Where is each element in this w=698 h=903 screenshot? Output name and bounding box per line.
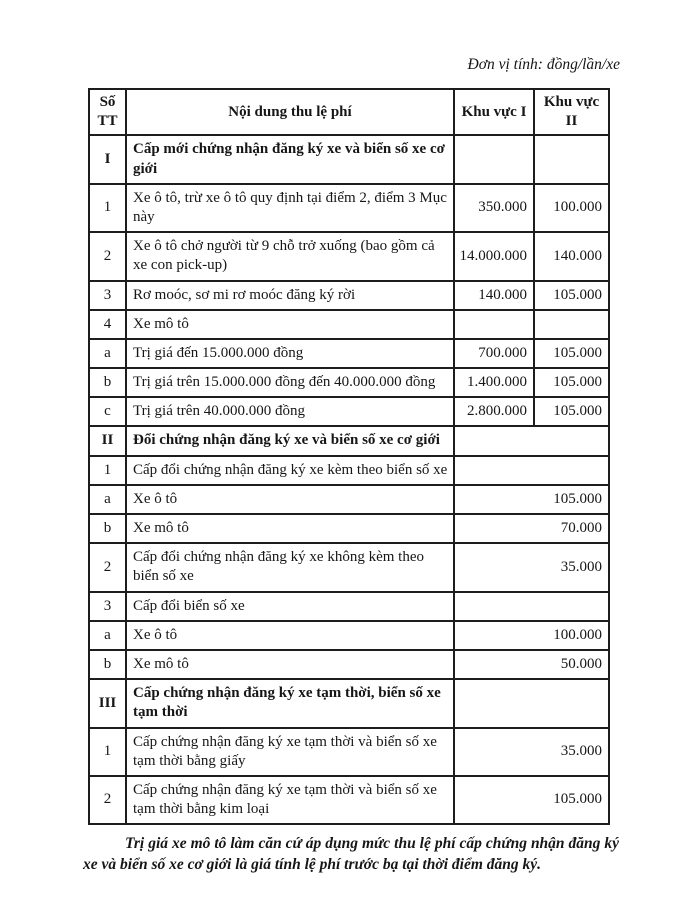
row-fee-cell-merged: 105.000 bbox=[454, 776, 609, 824]
table-row bbox=[89, 232, 609, 280]
row-content-cell: Xe mô tô bbox=[126, 650, 454, 679]
row-content-cell: Cấp đổi biển số xe bbox=[126, 592, 454, 621]
table-row bbox=[89, 456, 609, 485]
row-content-cell: Xe ô tô bbox=[126, 485, 454, 514]
row-content-cell: Xe mô tô bbox=[126, 310, 454, 339]
row-content-cell: Cấp mới chứng nhận đăng ký xe và biển số xe cơ giới bbox=[126, 135, 454, 183]
row-fee-cell-merged: 50.000 bbox=[454, 650, 609, 679]
row-content-cell: Trị giá trên 40.000.000 đồng bbox=[126, 397, 454, 426]
row-fee-cell-zone1: 1.400.000 bbox=[454, 368, 534, 397]
row-number-cell: 1 bbox=[89, 184, 126, 232]
row-content-cell: Rơ moóc, sơ mi rơ moóc đăng ký rời bbox=[126, 281, 454, 310]
row-content-cell: Đổi chứng nhận đăng ký xe và biển số xe cơ giới bbox=[126, 426, 454, 455]
row-fee-cell-merged bbox=[454, 679, 609, 727]
row-fee-cell-zone1 bbox=[454, 310, 534, 339]
table-row bbox=[89, 514, 609, 543]
row-fee-cell-zone1 bbox=[454, 135, 534, 183]
col-header-content: Nội dung thu lệ phí bbox=[126, 89, 454, 135]
row-number-cell: a bbox=[89, 485, 126, 514]
row-content-cell: Xe ô tô bbox=[126, 621, 454, 650]
row-number-cell: 3 bbox=[89, 592, 126, 621]
row-fee-cell-zone2: 140.000 bbox=[534, 232, 609, 280]
row-fee-cell-merged: 35.000 bbox=[454, 728, 609, 776]
table-row bbox=[89, 397, 609, 426]
row-number-cell: 2 bbox=[89, 232, 126, 280]
row-number-cell: c bbox=[89, 397, 126, 426]
table-header-row bbox=[89, 89, 609, 135]
row-fee-cell-zone2: 100.000 bbox=[534, 184, 609, 232]
row-fee-cell-merged bbox=[454, 592, 609, 621]
row-fee-cell-merged bbox=[454, 426, 609, 455]
row-number-cell: b bbox=[89, 650, 126, 679]
fee-table bbox=[88, 88, 610, 825]
table-row bbox=[89, 281, 609, 310]
row-number-cell: b bbox=[89, 368, 126, 397]
row-content-cell: Cấp chứng nhận đăng ký xe tạm thời và biển số xe tạm thời bằng kim loại bbox=[126, 776, 454, 824]
row-content-cell: Xe ô tô chở người từ 9 chỗ trở xuống (bao gồm cả xe con pick-up) bbox=[126, 232, 454, 280]
row-fee-cell-zone1: 14.000.000 bbox=[454, 232, 534, 280]
row-content-cell: Trị giá trên 15.000.000 đồng đến 40.000.000 đồng bbox=[126, 368, 454, 397]
row-number-cell: 2 bbox=[89, 776, 126, 824]
col-header-zone2: Khu vực II bbox=[534, 89, 609, 135]
row-fee-cell-zone2: 105.000 bbox=[534, 281, 609, 310]
row-fee-cell-zone2 bbox=[534, 310, 609, 339]
row-number-cell: 2 bbox=[89, 543, 126, 591]
table-row bbox=[89, 679, 609, 727]
row-number-cell: a bbox=[89, 339, 126, 368]
row-content-cell: Xe mô tô bbox=[126, 514, 454, 543]
footer-note: Trị giá xe mô tô làm căn cứ áp dụng mức thu lệ phí cấp chứng nhận đăng ký xe và biển số xe cơ giới là giá tính lệ phí trước bạ tại thời điểm đăng ký. bbox=[83, 835, 619, 874]
row-fee-cell-zone2 bbox=[534, 135, 609, 183]
table-row bbox=[89, 621, 609, 650]
table-row bbox=[89, 310, 609, 339]
table-row bbox=[89, 650, 609, 679]
row-content-cell: Cấp đổi chứng nhận đăng ký xe kèm theo biển số xe bbox=[126, 456, 454, 485]
row-number-cell: a bbox=[89, 621, 126, 650]
row-content-cell: Cấp chứng nhận đăng ký xe tạm thời và biển số xe tạm thời bằng giấy bbox=[126, 728, 454, 776]
table-body bbox=[89, 135, 609, 824]
table-row bbox=[89, 135, 609, 183]
table-row bbox=[89, 368, 609, 397]
table-row bbox=[89, 184, 609, 232]
row-number-cell: 1 bbox=[89, 456, 126, 485]
row-number-cell: III bbox=[89, 679, 126, 727]
row-content-cell: Xe ô tô, trừ xe ô tô quy định tại điểm 2, điểm 3 Mục này bbox=[126, 184, 454, 232]
row-fee-cell-zone1: 350.000 bbox=[454, 184, 534, 232]
row-number-cell: II bbox=[89, 426, 126, 455]
row-fee-cell-zone1: 700.000 bbox=[454, 339, 534, 368]
col-header-zone1: Khu vực I bbox=[454, 89, 534, 135]
row-fee-cell-zone2: 105.000 bbox=[534, 339, 609, 368]
row-number-cell: b bbox=[89, 514, 126, 543]
row-fee-cell-zone2: 105.000 bbox=[534, 397, 609, 426]
col-header-stt: Số TT bbox=[89, 89, 126, 135]
row-number-cell: 3 bbox=[89, 281, 126, 310]
row-content-cell: Cấp đổi chứng nhận đăng ký xe không kèm theo biển số xe bbox=[126, 543, 454, 591]
row-fee-cell-merged: 70.000 bbox=[454, 514, 609, 543]
table-row bbox=[89, 339, 609, 368]
row-fee-cell-zone1: 140.000 bbox=[454, 281, 534, 310]
row-fee-cell-merged: 105.000 bbox=[454, 485, 609, 514]
row-fee-cell-merged bbox=[454, 456, 609, 485]
row-fee-cell-merged: 35.000 bbox=[454, 543, 609, 591]
table-row bbox=[89, 776, 609, 824]
table-row bbox=[89, 426, 609, 455]
table-row bbox=[89, 592, 609, 621]
row-number-cell: I bbox=[89, 135, 126, 183]
row-number-cell: 4 bbox=[89, 310, 126, 339]
unit-note: Đơn vị tính: đồng/lần/xe bbox=[467, 56, 620, 73]
table-row bbox=[89, 543, 609, 591]
table-row bbox=[89, 728, 609, 776]
row-fee-cell-merged: 100.000 bbox=[454, 621, 609, 650]
table-row bbox=[89, 485, 609, 514]
row-fee-cell-zone2: 105.000 bbox=[534, 368, 609, 397]
row-content-cell: Cấp chứng nhận đăng ký xe tạm thời, biển số xe tạm thời bbox=[126, 679, 454, 727]
row-content-cell: Trị giá đến 15.000.000 đồng bbox=[126, 339, 454, 368]
row-number-cell: 1 bbox=[89, 728, 126, 776]
row-fee-cell-zone1: 2.800.000 bbox=[454, 397, 534, 426]
